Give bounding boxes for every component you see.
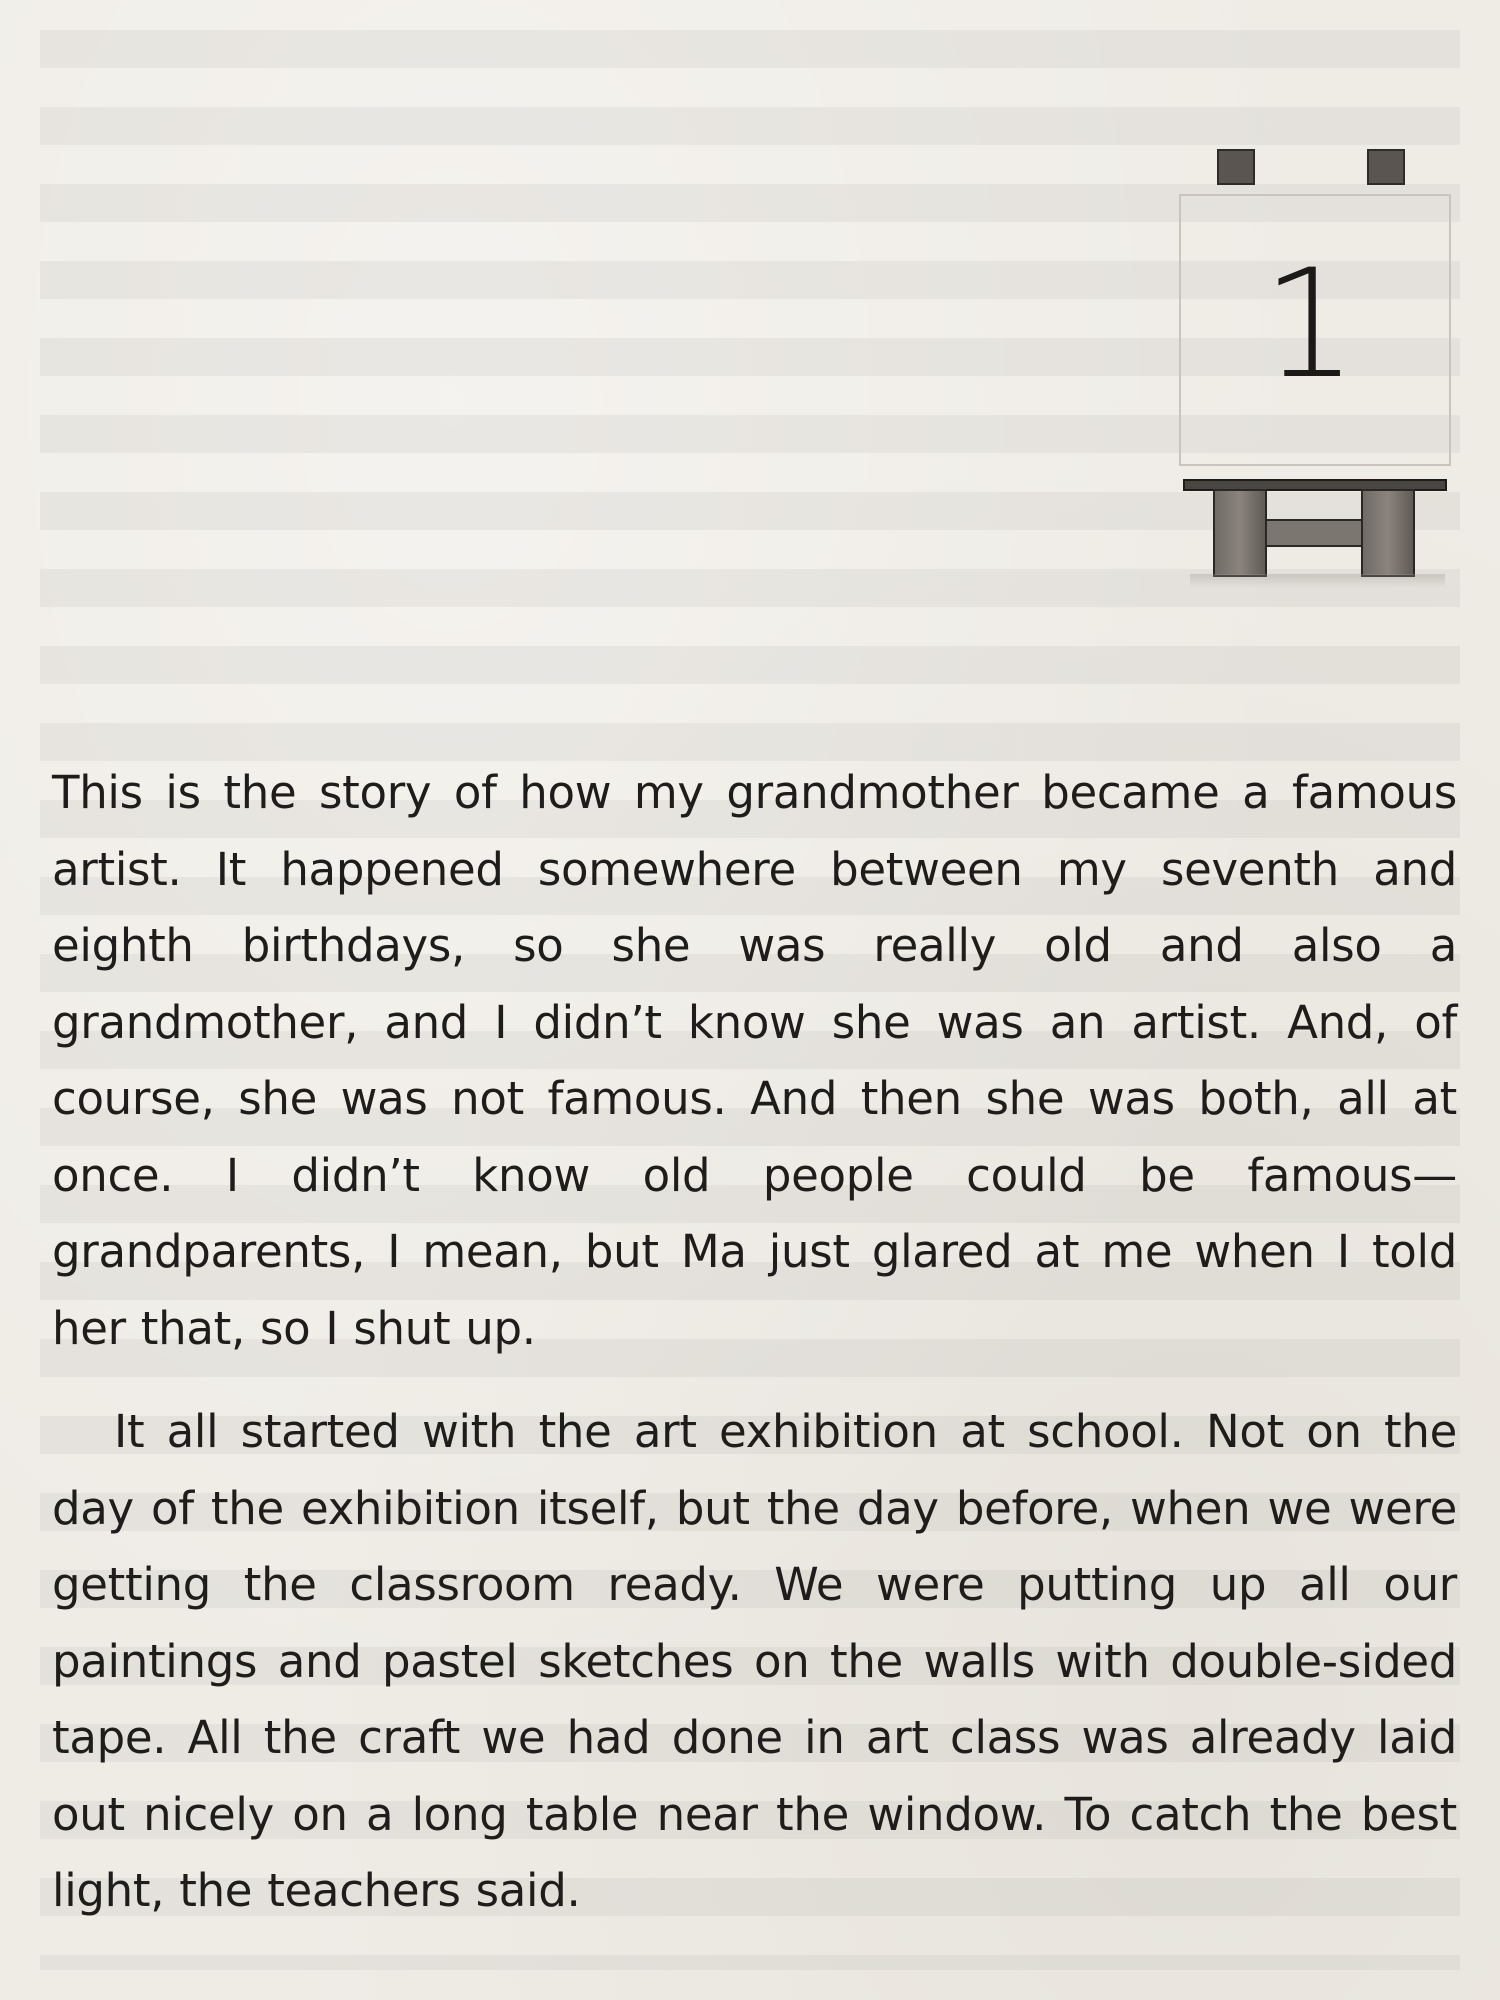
paragraph-1: This is the story of how my grandmother became a famous artist. It happened somewhere between my seventh and eighth birthdays, so she was really old and also a grandmother, and I didn’t know she was an artist. And, of course, she was not famous. And then she was both, all at once. I didn’t know old people could be famous—grandparents, I mean, but Ma just glared at me when I told her that, so I shut up. xyxy=(52,766,1457,1355)
body-text xyxy=(52,755,1457,1930)
chapter-number: 1 xyxy=(1262,238,1358,412)
paragraph-2: It all started with the art exhibition at school. Not on the day of the exhibition itself, but the day before, when we were getting the classroom ready. We were putting up all our paintings and pastel sketches on the walls with double-sided tape. All the craft we had done in art class was already laid out nicely on a long table near the window. To catch the best light, the teachers said. xyxy=(52,1405,1457,1917)
